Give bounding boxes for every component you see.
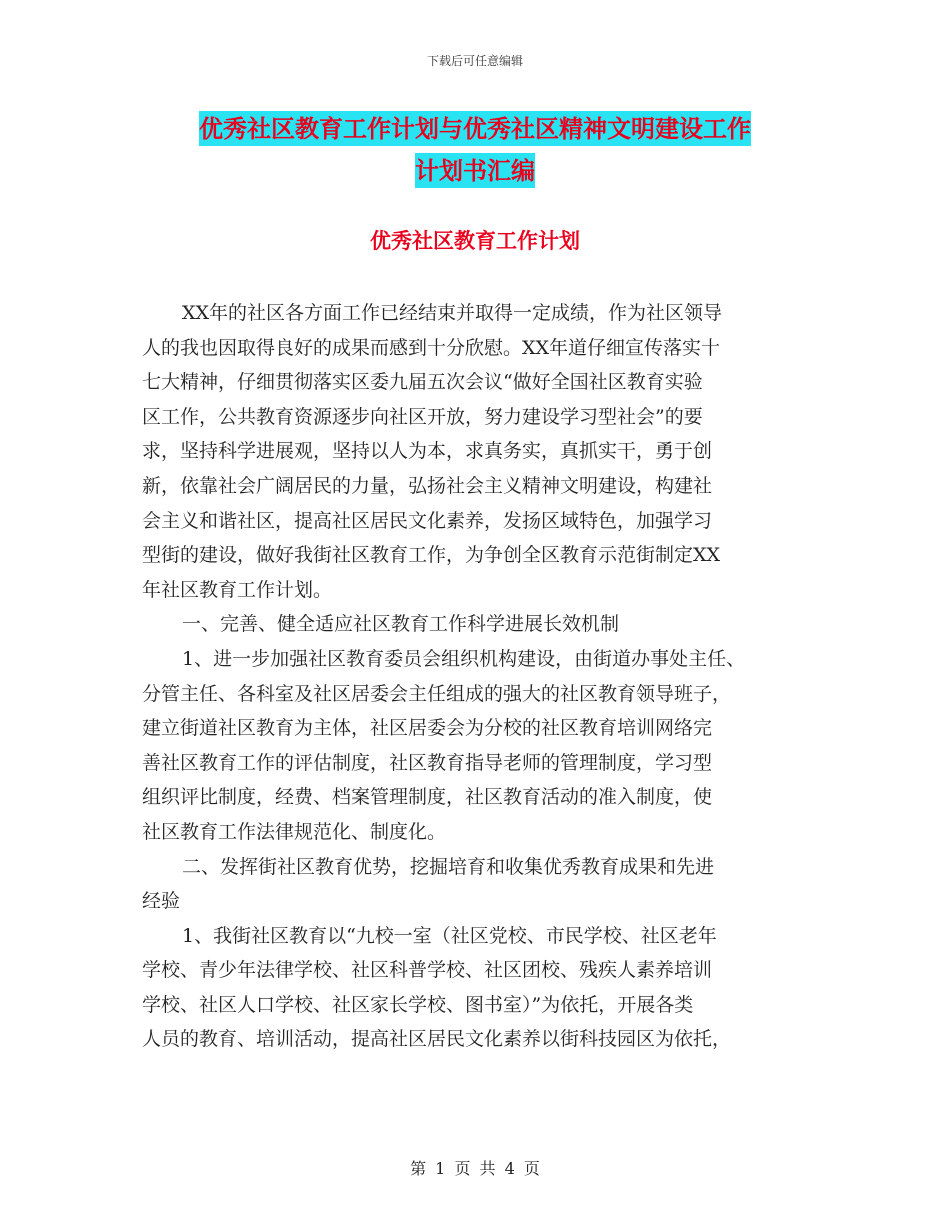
paragraph-line: 求，坚持科学进展观，坚持以人为本，求真务实，真抓实干，勇于创 — [142, 440, 713, 463]
heading-line: 经验 — [142, 890, 181, 913]
title-line-2-text: 计划书汇编 — [415, 153, 535, 188]
paragraph-line: 型街的建设，做好我街社区教育工作，为争创全区教育示范街制定XX — [142, 544, 721, 567]
title-line-1-text: 优秀社区教育工作计划与优秀社区精神文明建设工作 — [199, 111, 751, 146]
paragraph-line: 学校、青少年法律学校、社区科普学校、社区团校、残疾人素养培训 — [142, 959, 713, 982]
paragraph-line: 七大精神，仔细贯彻落实区委九届五次会议“做好全国社区教育实验 — [142, 371, 703, 394]
paragraph-line: 人员的教育、培训活动，提高社区居民文化素养以街科技园区为依托， — [142, 1028, 732, 1051]
document-title-line-2 — [0, 156, 950, 185]
document-title-line-1 — [0, 114, 950, 143]
paragraph-line: XX年的社区各方面工作已经结束并取得一定成绩，作为社区领导 — [182, 302, 723, 324]
paragraph-line: 组织评比制度，经费、档案管理制度，社区教育活动的准入制度，使 — [142, 786, 713, 809]
body-text — [142, 296, 832, 1057]
paragraph-line: 1、我街社区教育以“九校一室（社区党校、市民学校、社区老年 — [182, 924, 717, 947]
paragraph-line: 善社区教育工作的评估制度，社区教育指导老师的管理制度，学习型 — [142, 751, 713, 774]
paragraph-line: 分管主任、各科室及社区居委会主任组成的强大的社区教育领导班子， — [142, 682, 732, 705]
paragraph-line: 人的我也因取得良好的成果而感到十分欣慰。XX年道仔细宣传落实十 — [142, 336, 721, 359]
paragraph-line: 区工作，公共教育资源逐步向社区开放，努力建设学习型社会”的要 — [142, 405, 703, 428]
paragraph-line: 年社区教育工作计划。 — [142, 578, 333, 601]
paragraph-line: 新，依靠社会广阔居民的力量，弘扬社会主义精神文明建设，构建社 — [142, 474, 713, 497]
paragraph-line: 建立街道社区教育为主体，社区居委会为分校的社区教育培训网络完 — [142, 717, 713, 740]
heading-line: 一、完善、健全适应社区教育工作科学进展长效机制 — [182, 613, 620, 636]
paragraph-line: 1、进一步加强社区教育委员会组织机构建设，由街道办事处主任、 — [182, 647, 746, 670]
page-footer: 第 1 页 共 4 页 — [410, 1159, 540, 1178]
section-title: 优秀社区教育工作计划 — [370, 228, 580, 253]
header-note: 下载后可任意编辑 — [426, 54, 523, 68]
paragraph-line: 社区教育工作法律规范化、制度化。 — [142, 820, 447, 843]
heading-line: 二、发挥街社区教育优势，挖掘培育和收集优秀教育成果和先进 — [182, 855, 715, 878]
paragraph-line: 学校、社区人口学校、社区家长学校、图书室）”为依托，开展各类 — [142, 993, 694, 1016]
paragraph-line: 会主义和谐社区，提高社区居民文化素养，发扬区域特色，加强学习 — [142, 509, 713, 532]
